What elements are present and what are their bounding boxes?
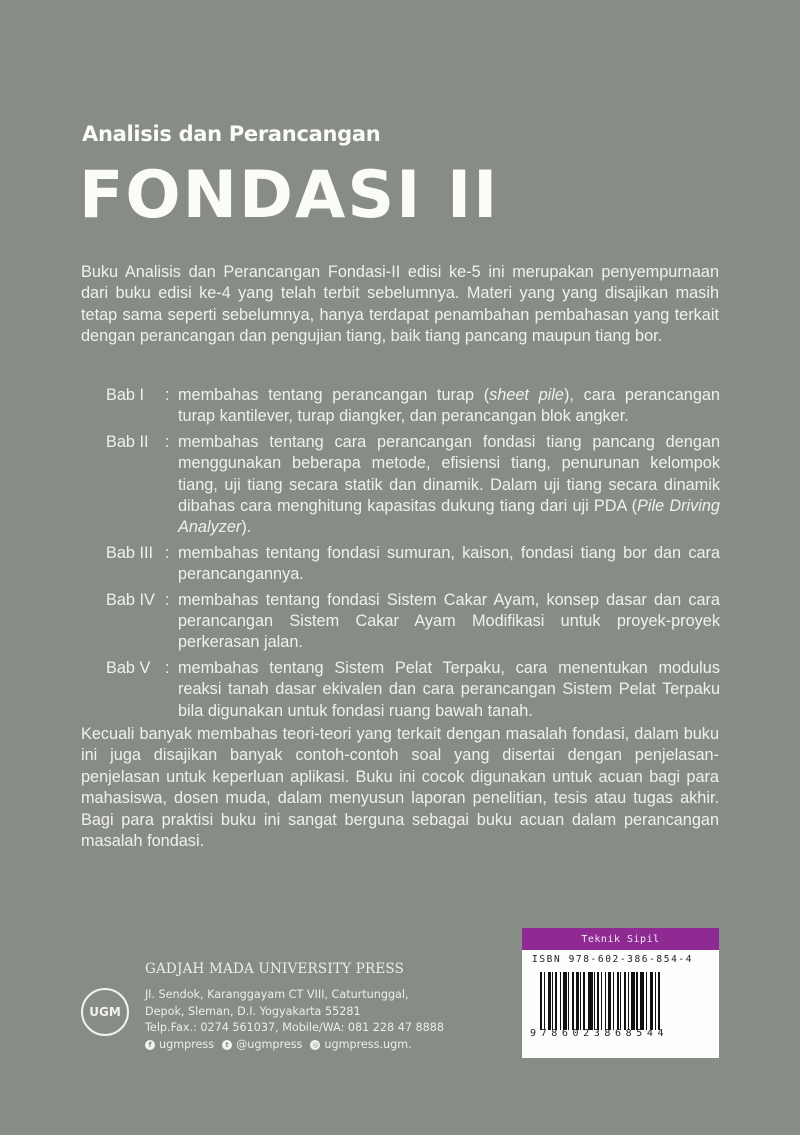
address-line: Jl. Sendok, Karanggayam CT VIII, Caturtunggal, [145,988,409,1001]
chapter-description: membahas tentang cara perancangan fondasi tiang pancang dengan menggunakan beberapa metode, efisiensi tiang, penurunan kelompok tiang, uji tiang secara statik dan dinamik. Dalam uji tiang secara dinamik dibahas cara menghitung kapasitas dukung tiang dari uji PDA (Pile Driving Analyzer). [178,432,720,537]
chapter-separator: : [165,432,170,451]
web-icon: ◎ [312,1040,319,1049]
phone-line: Telp.Fax.: 0274 561037, Mobile/WA: 081 228 47 8888 [145,1021,444,1034]
chapter-description: membahas tentang perancangan turap (sheet pile), cara perancangan turap kantilever, turap diangker, dan perancangan blok angker. [178,386,720,426]
chapter-label: Bab II [106,432,149,451]
chapter-label: Bab IV [106,590,155,609]
chapter-item [106,543,720,586]
social-facebook: f ugmpress [145,1037,214,1054]
book-subtitle: Analisis dan Perancangan [82,122,381,146]
address-line: Depok, Sleman, D.I. Yogyakarta 55281 [145,1004,361,1018]
chapter-separator: : [165,658,170,677]
chapter-item [106,658,720,722]
chapter-separator: : [165,386,170,404]
closing-paragraph: Kecuali banyak membahas teori-teori yang terkait dengan masalah fondasi, dalam buku ini juga disajikan banyak contoh-contoh soal yang disertai dengan penjelasan-penjelasan untuk keperluan aplikasi. Buku ini cocok digunakan untuk acuan bagi para mahasiswa, dosen muda, dalam menyusun laporan penelitian, tesis atau tugas akhir. Bagi para praktisi buku ini sangat berguna sebagai buku acuan dalam perancangan masalah fondasi. [81,725,719,851]
isbn-number: ISBN 978-602-386-854-4 [532,954,694,965]
social-twitter: t @ugmpress [222,1037,302,1054]
chapter-label: Bab I [106,386,145,404]
chapter-label: Bab V [106,658,151,677]
social-web: ◎ ugmpress.ugm. [312,1037,412,1051]
chapter-item [106,590,720,654]
publisher-name: GADJAH MADA UNIVERSITY PRESS [145,961,405,977]
ugm-logo-icon: UGM [81,988,129,1036]
publisher-contact [145,987,444,1053]
twitter-icon: t [222,1040,232,1050]
chapter-list [106,385,720,726]
isbn-barcode-box [522,928,719,1058]
chapter-description: membahas tentang Sistem Pelat Terpaku, cara menentukan modulus reaksi tanah dasar ekivalen dan cara perancangan Sistem Pelat Terpaku bila digunakan untuk fondasi ruang bawah tanah. [178,658,720,720]
chapter-item [106,432,720,539]
intro-paragraph: Buku Analisis dan Perancangan Fondasi-II edisi ke-5 ini merupakan penyempurnaan dari buku edisi ke-4 yang telah terbit sebelumnya. Materi yang yang disajikan masih tetap sama seperti sebelumnya, hanya terdapat penambahan pembahasan yang terkait dengan perancangan dan pengujian tiang, baik tiang pancang maupun tiang bor. [81,263,719,346]
chapter-separator: : [165,590,170,609]
barcode-digits: 9786023868544 [530,1028,669,1039]
chapter-description: membahas tentang fondasi sumuran, kaison, fondasi tiang bor dan cara perancangannya. [178,543,720,584]
chapter-separator: : [165,543,170,562]
book-title: FONDASI II [79,158,500,233]
barcode-icon [540,972,705,1030]
facebook-icon: f [145,1040,155,1050]
social-links [145,1037,444,1054]
category-label: Teknik Sipil [522,928,719,950]
chapter-item [106,385,720,428]
chapter-description: membahas tentang fondasi Sistem Cakar Ayam, konsep dasar dan cara perancangan Sistem Cakar Ayam Modifikasi untuk proyek-proyek perkerasan jalan. [178,590,720,652]
chapter-label: Bab III [106,543,154,562]
